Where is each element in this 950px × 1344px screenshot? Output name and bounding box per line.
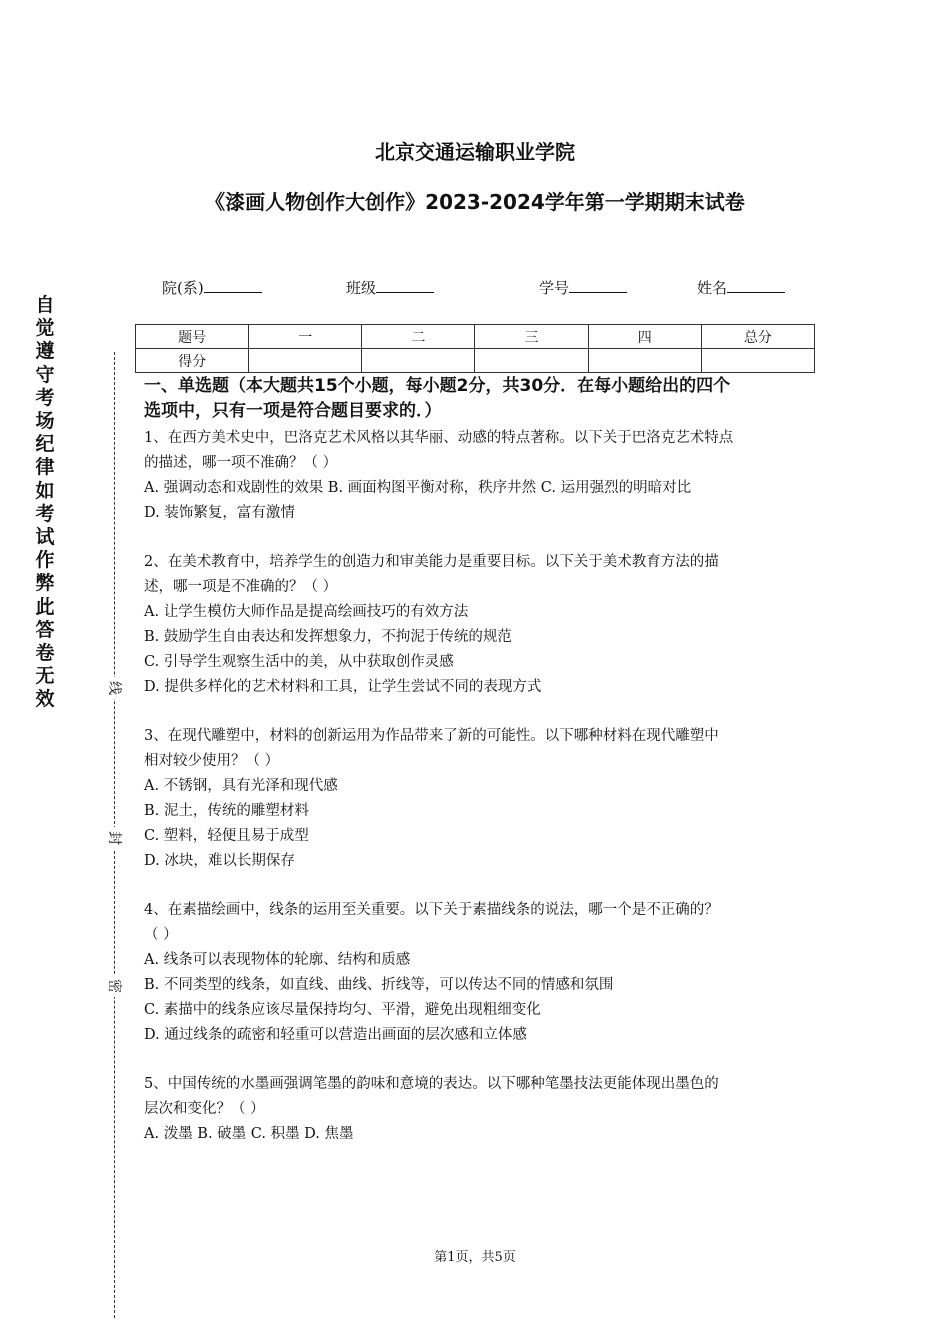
- exam-content: [144, 374, 816, 1147]
- question-line: （ ）: [144, 927, 178, 943]
- exam-discipline-notice: [33, 294, 57, 712]
- question-option: C. 引导学生观察生活中的美，从中获取创作灵感: [144, 654, 454, 670]
- section-heading-line: 一、单选题（本大题共15个小题，每小题2分，共30分．在每小题给出的四个: [144, 376, 731, 396]
- score-cell: [362, 349, 475, 373]
- class-blank: [376, 276, 434, 293]
- notice-char: 卷: [35, 642, 55, 665]
- question-4: [144, 898, 816, 1048]
- score-row-label: 得分: [136, 349, 249, 373]
- score-table-header-row: [136, 325, 815, 349]
- notice-char: 如: [35, 479, 55, 502]
- question-option: B. 鼓励学生自由表达和发挥想象力，不拘泥于传统的规范: [144, 629, 512, 645]
- score-table-score-row: [136, 349, 815, 373]
- question-2: [144, 550, 816, 700]
- section-heading-line: 选项中，只有一项是符合题目要求的．）: [144, 401, 442, 421]
- score-cell: [588, 349, 701, 373]
- student-id-label: 学号: [539, 279, 570, 297]
- score-cell: [475, 349, 588, 373]
- notice-char: 无: [35, 665, 55, 688]
- name-field: [697, 276, 785, 298]
- class-label: 班级: [346, 279, 377, 297]
- score-header-cell: 总分: [701, 325, 814, 349]
- department-label: 院(系): [162, 279, 204, 297]
- question-line: 相对较少使用？（ ）: [144, 753, 280, 769]
- question-option: D. 冰块，难以长期保存: [144, 853, 295, 869]
- department-field: [162, 276, 262, 298]
- question-option: B. 不同类型的线条，如直线、曲线、折线等，可以传达不同的情感和氛围: [144, 977, 614, 993]
- score-header-cell: 二: [362, 325, 475, 349]
- notice-char: 考: [35, 386, 55, 409]
- notice-char: 觉: [35, 317, 55, 340]
- notice-char: 遵: [35, 340, 55, 363]
- question-line: 1、在西方美术史中，巴洛克艺术风格以其华丽、动感的特点著称。以下关于巴洛克艺术特点: [144, 430, 734, 446]
- name-label: 姓名: [697, 279, 728, 297]
- question-options: A. 泼墨 B. 破墨 C. 积墨 D. 焦墨: [144, 1126, 354, 1142]
- question-line: 的描述，哪一项不准确？（ ）: [144, 455, 338, 471]
- name-blank: [727, 276, 785, 293]
- notice-char: 弊: [35, 572, 55, 595]
- score-header-cell: 一: [249, 325, 362, 349]
- question-3: [144, 724, 816, 874]
- student-id-field: [539, 276, 627, 298]
- question-line: 3、在现代雕塑中，材料的创新运用为作品带来了新的可能性。以下哪种材料在现代雕塑中: [144, 728, 719, 744]
- notice-char: 试: [35, 526, 55, 549]
- question-1: [144, 426, 816, 526]
- department-blank: [204, 276, 262, 293]
- question-line: 述，哪一项是不准确的？（ ）: [144, 579, 338, 595]
- notice-char: 律: [35, 456, 55, 479]
- question-option: D. 提供多样化的艺术材料和工具，让学生尝试不同的表现方式: [144, 679, 542, 695]
- page-footer: 第1页，共5页: [434, 1250, 516, 1265]
- student-info-row: [0, 276, 950, 300]
- notice-char: 作: [35, 549, 55, 572]
- notice-char: 考: [35, 502, 55, 525]
- question-option: A. 线条可以表现物体的轮廓、结构和质感: [144, 952, 411, 968]
- score-header-cell: 四: [588, 325, 701, 349]
- score-header-cell: 三: [475, 325, 588, 349]
- question-5: [144, 1072, 816, 1147]
- question-option: B. 泥土，传统的雕塑材料: [144, 803, 309, 819]
- class-field: [346, 276, 434, 298]
- seal-mark-line: 线: [105, 677, 125, 699]
- score-cell: [249, 349, 362, 373]
- question-option: C. 素描中的线条应该尽量保持均匀、平滑，避免出现粗细变化: [144, 1002, 541, 1018]
- school-title: 北京交通运输职业学院: [375, 140, 575, 164]
- question-line: 4、在素描绘画中，线条的运用至关重要。以下关于素描线条的说法，哪一个是不正确的？: [144, 902, 719, 918]
- student-id-blank: [569, 276, 627, 293]
- question-option: D. 通过线条的疏密和轻重可以营造出画面的层次感和立体感: [144, 1027, 527, 1043]
- question-line: 5、中国传统的水墨画强调笔墨的韵味和意境的表达。以下哪种笔墨技法更能体现出墨色的: [144, 1076, 719, 1092]
- question-line: 层次和变化？（ ）: [144, 1101, 265, 1117]
- score-cell: [701, 349, 814, 373]
- question-option: A. 不锈钢，具有光泽和现代感: [144, 778, 338, 794]
- score-header-cell: 题号: [136, 325, 249, 349]
- notice-char: 答: [35, 618, 55, 641]
- notice-char: 效: [35, 688, 55, 711]
- section-heading: [144, 374, 816, 424]
- notice-char: 守: [35, 363, 55, 386]
- question-option: C. 塑料，轻便且易于成型: [144, 828, 309, 844]
- question-options: A. 强调动态和戏剧性的效果 B. 画面构图平衡对称，秩序井然 C. 运用强烈的明暗对比: [144, 480, 692, 496]
- notice-char: 此: [35, 595, 55, 618]
- score-table: [135, 324, 815, 373]
- question-options: D. 装饰繁复，富有激情: [144, 505, 295, 521]
- question-option: A. 让学生模仿大师作品是提高绘画技巧的有效方法: [144, 604, 469, 620]
- exam-title: 《漆画人物创作大创作》2023-2024学年第一学期期末试卷: [205, 190, 745, 214]
- seal-mark-seal: 封: [105, 827, 125, 849]
- notice-char: 场: [35, 410, 55, 433]
- notice-char: 纪: [35, 433, 55, 456]
- notice-char: 自: [35, 294, 55, 316]
- seal-mark-secret: 密: [105, 975, 125, 997]
- question-line: 2、在美术教育中，培养学生的创造力和审美能力是重要目标。以下关于美术教育方法的描: [144, 554, 719, 570]
